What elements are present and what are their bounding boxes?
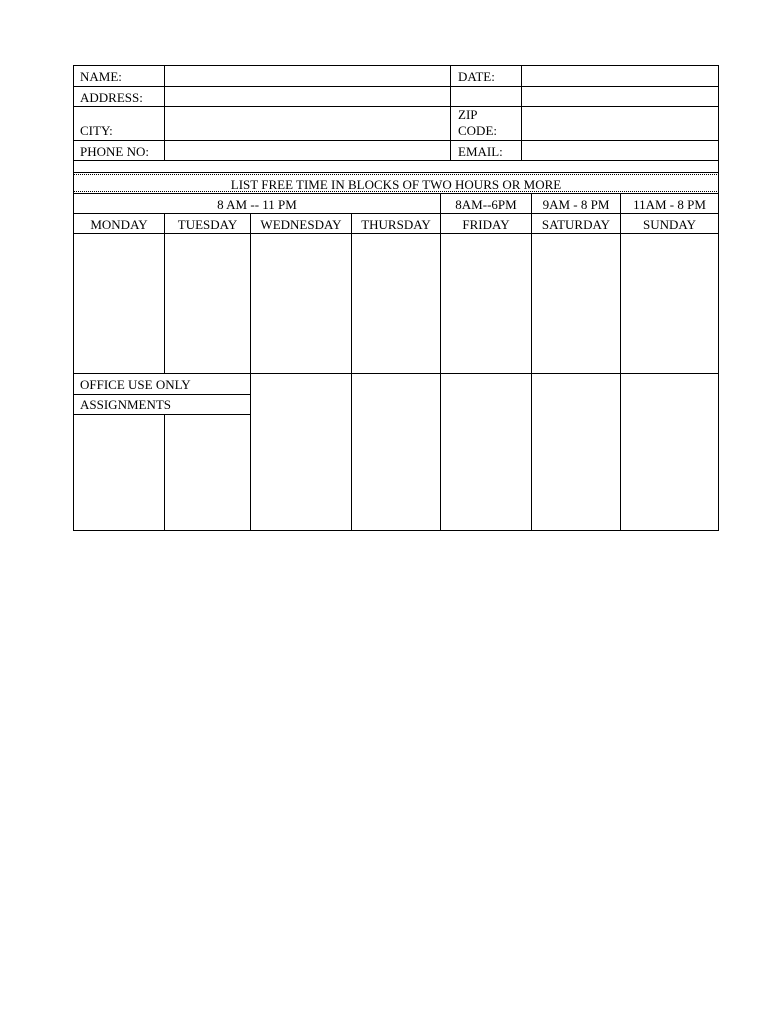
day-thursday: THURSDAY xyxy=(361,217,431,232)
day-saturday: SATURDAY xyxy=(541,217,611,232)
tuesday-free-time[interactable] xyxy=(165,234,250,373)
address-field[interactable] xyxy=(165,87,718,106)
email-field[interactable] xyxy=(522,141,718,160)
day-friday: FRIDAY xyxy=(462,217,510,232)
day-wednesday: WEDNESDAY xyxy=(260,217,342,232)
weekday-hours: 8 AM -- 11 PM xyxy=(217,197,297,212)
address-label: ADDRESS: xyxy=(80,90,143,105)
day-tuesday: TUESDAY xyxy=(177,217,238,232)
day-monday: MONDAY xyxy=(90,217,148,232)
date-field[interactable] xyxy=(522,66,718,86)
assignments-label: ASSIGNMENTS xyxy=(80,397,172,412)
date-label: DATE: xyxy=(458,69,495,84)
saturday-hours: 9AM - 8 PM xyxy=(542,197,610,212)
thursday-free-time[interactable] xyxy=(352,234,440,530)
email-label: EMAIL: xyxy=(458,144,503,159)
monday-free-time[interactable] xyxy=(74,234,164,373)
office-use-label: OFFICE USE ONLY xyxy=(80,377,191,392)
saturday-free-time[interactable] xyxy=(532,234,620,530)
name-label: NAME: xyxy=(80,69,122,84)
city-field[interactable] xyxy=(165,107,450,140)
zip-field[interactable] xyxy=(522,107,718,140)
friday-hours: 8AM--6PM xyxy=(455,197,517,212)
assignments-cell-1[interactable] xyxy=(74,415,164,530)
day-sunday: SUNDAY xyxy=(643,217,696,232)
wednesday-free-time[interactable] xyxy=(251,234,351,530)
phone-field[interactable] xyxy=(165,141,450,160)
sunday-free-time[interactable] xyxy=(621,234,718,530)
sunday-hours: 11AM - 8 PM xyxy=(633,197,706,212)
name-field[interactable] xyxy=(165,66,450,86)
city-label: CITY: xyxy=(80,123,113,138)
zip-label-line2: CODE: xyxy=(458,123,497,138)
assignments-cell-2[interactable] xyxy=(165,415,250,530)
phone-label: PHONE NO: xyxy=(80,144,149,159)
friday-free-time[interactable] xyxy=(441,234,531,530)
schedule-heading: LIST FREE TIME IN BLOCKS OF TWO HOURS OR MORE xyxy=(230,177,562,192)
zip-label-line1: ZIP xyxy=(458,107,478,122)
